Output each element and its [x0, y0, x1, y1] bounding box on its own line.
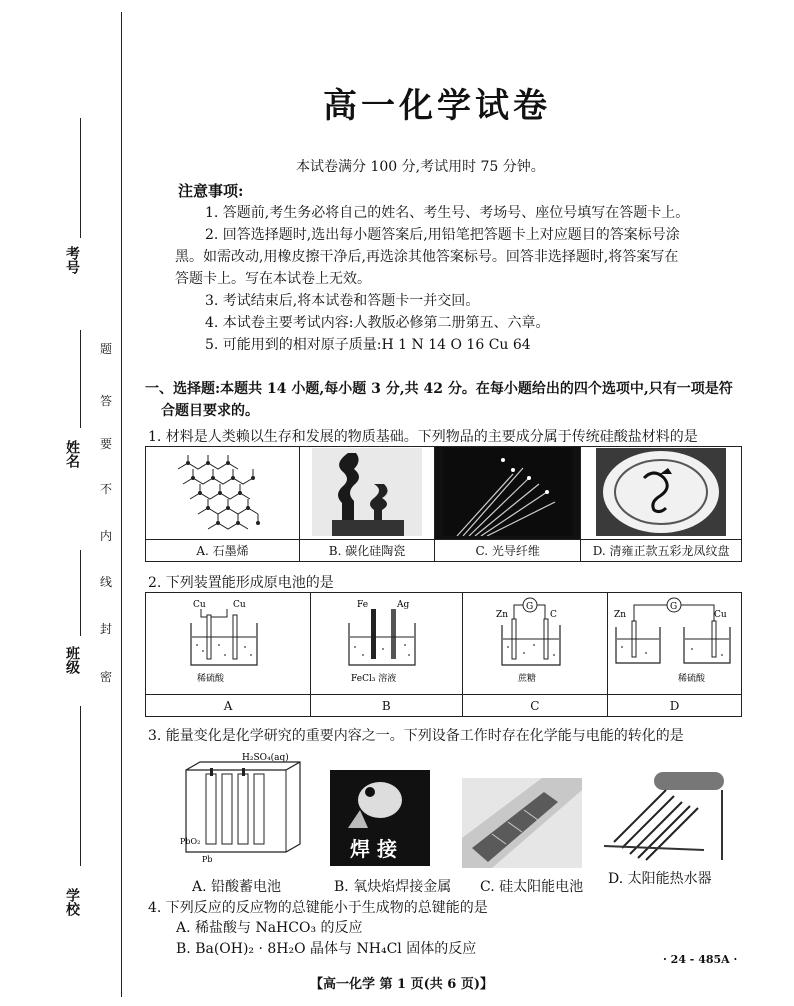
sic-ceramic-image: [300, 447, 435, 540]
seal-char: 封: [100, 622, 113, 636]
electrolyte-label: FeCl₃ 溶液: [351, 673, 397, 684]
electrode-label: Zn: [614, 609, 627, 620]
seal-char: 题: [100, 342, 113, 356]
seal-char: 密: [100, 670, 113, 684]
electrode-label: Ag: [397, 599, 410, 610]
electrolyte-label: 稀硫酸: [678, 673, 706, 684]
notice-item: 4. 本试卷主要考试内容:人教版必修第二册第五、六章。: [205, 315, 550, 331]
school-line: [80, 706, 81, 866]
question-2-options: [145, 592, 742, 717]
electrode-label: Fe: [357, 599, 369, 610]
name-label: 姓名: [64, 440, 80, 468]
page-title: 高一化学试卷: [323, 86, 551, 126]
q2-option-c[interactable]: C: [462, 695, 608, 717]
cell-c-diagram: [462, 593, 608, 695]
section-line: 一、选择题:本题共 14 小题,每小题 3 分,共 42 分。在每小题给出的四个选项中,只有一项是符: [145, 381, 733, 397]
q3-option-c[interactable]: C. 硅太阳能电池: [480, 879, 584, 895]
q1-option-a[interactable]: A. 石墨烯: [146, 540, 300, 562]
notice-item: 黑。如需改动,用橡皮擦干净后,再选涂其他答案标号。回答非选择题时,将答案写在: [175, 249, 679, 265]
seal-char: 内: [100, 529, 113, 543]
cell-b-diagram: [311, 593, 462, 695]
q2-option-a[interactable]: A: [146, 695, 311, 717]
seal-char: 答: [100, 394, 113, 408]
paper-code: · 24 - 485A ·: [663, 953, 738, 966]
q4-option-a[interactable]: A. 稀盐酸与 NaHCO₃ 的反应: [176, 920, 363, 936]
galvanometer-label: G: [525, 601, 534, 612]
notice-heading: 注意事项:: [178, 182, 244, 200]
exam-no-label: 考号: [64, 246, 80, 274]
notice-item: 答题卡上。写在本试卷上无效。: [175, 271, 371, 287]
cell-d-diagram: [608, 593, 742, 695]
q3-option-b[interactable]: B. 氧炔焰焊接金属: [334, 879, 452, 895]
notice-item: 5. 可能用到的相对原子质量:H 1 N 14 O 16 Cu 64: [205, 337, 531, 353]
welding-image: [330, 770, 430, 866]
optical-fiber-image: [434, 447, 580, 540]
electrolyte-label: 稀硫酸: [197, 673, 225, 684]
solar-cell-image: [462, 778, 582, 868]
porcelain-plate-image: [581, 447, 742, 540]
notice-item: 2. 回答选择题时,选出每小题答案后,用铅笔把答题卡上对应题目的答案标号涂: [205, 227, 680, 243]
seal-char: 要: [100, 437, 113, 451]
lead-acid-battery-image: [176, 750, 306, 872]
electrode-label: Zn: [495, 609, 508, 620]
electrode-label: Cu: [233, 599, 246, 610]
q1-option-d[interactable]: D. 清雍正款五彩龙凤纹盘: [581, 540, 742, 562]
school-label: 学校: [64, 888, 80, 916]
name-line: [80, 330, 81, 428]
q3-option-a[interactable]: A. 铅酸蓄电池: [192, 879, 282, 895]
question-4-stem: 4. 下列反应的反应物的总键能小于生成物的总键能的是: [148, 900, 488, 916]
question-1-stem: 1. 材料是人类赖以生存和发展的物质基础。下列物品的主要成分属于传统硅酸盐材料的是: [148, 429, 698, 445]
q1-option-b[interactable]: B. 碳化硅陶瓷: [300, 540, 435, 562]
seal-char: 线: [100, 575, 113, 589]
cell-a-diagram-svg: [183, 595, 273, 690]
q4-option-b[interactable]: B. Ba(OH)₂ · 8H₂O 晶体与 NH₄Cl 固体的反应: [176, 941, 477, 957]
q1-option-c[interactable]: C. 光导纤维: [434, 540, 580, 562]
cell-b-diagram-svg: [341, 595, 431, 690]
electrode-label: Cu: [714, 609, 727, 620]
electrolyte-label: 蔗糖: [517, 673, 536, 684]
q3-option-d[interactable]: D. 太阳能热水器: [608, 871, 712, 887]
notice-item: 1. 答题前,考生务必将自己的姓名、考生号、考场号、座位号填写在答题卡上。: [205, 205, 690, 221]
question-1-options: [145, 446, 742, 562]
cell-d-diagram-svg: [612, 595, 737, 690]
exam-subtitle: 本试卷满分 100 分,考试用时 75 分钟。: [296, 159, 545, 175]
graphene-image: [146, 447, 300, 540]
seal-char: 不: [100, 482, 113, 496]
binding-margin: [0, 0, 130, 1006]
solar-heater-image: [594, 768, 730, 864]
q2-option-d[interactable]: D: [608, 695, 742, 717]
page-footer: 【高一化学 第 1 页(共 6 页)】: [310, 977, 494, 992]
section-heading: [145, 378, 755, 422]
cell-c-diagram-svg: [490, 595, 580, 690]
class-label: 班级: [64, 646, 80, 674]
electrode-label: C: [549, 609, 557, 620]
galvanometer-label: G: [670, 601, 678, 612]
cell-a-diagram: [146, 593, 311, 695]
pb-label: Pb: [202, 855, 213, 864]
class-line: [80, 550, 81, 636]
question-2-stem: 2. 下列装置能形成原电池的是: [148, 575, 334, 591]
q2-option-b[interactable]: B: [311, 695, 462, 717]
binding-line: [121, 12, 122, 997]
welding-caption: 焊 接: [350, 837, 397, 861]
electrode-label: Cu: [193, 599, 206, 610]
acid-label: H₂SO₄(aq): [242, 753, 289, 763]
exam-no-line: [80, 118, 81, 238]
notice-item: 3. 考试结束后,将本试卷和答题卡一并交回。: [205, 293, 480, 309]
section-line: 合题目要求的。: [161, 403, 259, 419]
question-3-stem: 3. 能量变化是化学研究的重要内容之一。下列设备工作时存在化学能与电能的转化的是: [148, 728, 684, 744]
pbo2-label: PbO₂: [180, 837, 201, 846]
